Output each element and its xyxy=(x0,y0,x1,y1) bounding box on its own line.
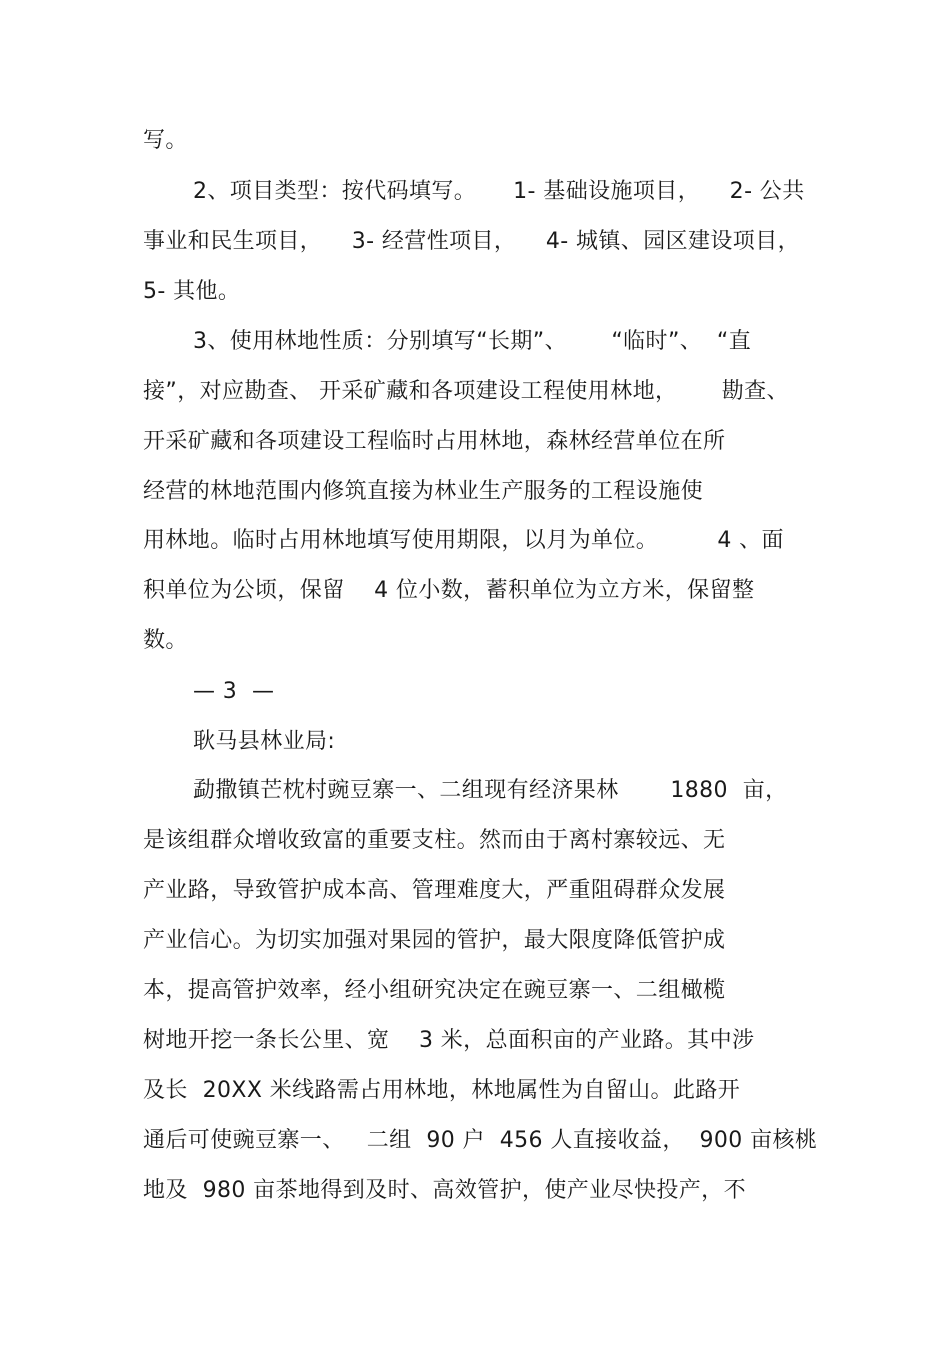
text-line: 5- 其他。 xyxy=(143,279,241,304)
text-line: 产业路，导致管护成本高、管理难度大，严重阻碍群众发展 xyxy=(143,878,726,903)
text-line: 3、使用林地性质：分别填写“长期”、 “临时”、 “直 xyxy=(193,329,752,354)
text-line: 写。 xyxy=(143,128,188,153)
text-line: 经营的林地范围内修筑直接为林业生产服务的工程设施使 xyxy=(143,479,704,504)
text-line: 产业信心。为切实加强对果园的管护，最大限度降低管护成 xyxy=(143,928,726,953)
text-line: 开采矿藏和各项建设工程临时占用林地，森林经营单位在所 xyxy=(143,429,726,454)
text-line: 是该组群众增收致富的重要支柱。然而由于离村寨较远、无 xyxy=(143,828,726,853)
text-line: 2、项目类型：按代码填写。 1- 基础设施项目， 2- 公共 xyxy=(193,179,805,204)
text-line: 数。 xyxy=(143,628,188,653)
text-line: 事业和民生项目， 3- 经营性项目， 4- 城镇、园区建设项目， xyxy=(143,229,801,254)
text-line: 本，提高管护效率，经小组研究决定在豌豆寨一、二组橄榄 xyxy=(143,978,726,1003)
text-line: 通后可使豌豆寨一、 二组 90 户 456 人直接收益， 900 亩核桃 xyxy=(143,1128,818,1153)
text-line: 及长 20XX 米线路需占用林地，林地属性为自留山。此路开 xyxy=(143,1078,741,1103)
text-line: 勐撒镇芒枕村豌豆寨一、二组现有经济果林 1880 亩， xyxy=(193,778,788,803)
text-line: 积单位为公顷，保留 4 位小数，蓄积单位为立方米，保留整 xyxy=(143,578,755,603)
text-line: 树地开挖一条长公里、宽 3 米，总面积亩的产业路。其中涉 xyxy=(143,1028,755,1053)
text-line: 接”，对应勘查、 开采矿藏和各项建设工程使用林地， 勘查、 xyxy=(143,379,789,404)
text-line: 用林地。临时占用林地填写使用期限，以月为单位。 4 、面 xyxy=(143,528,784,553)
text-line: 地及 980 亩茶地得到及时、高效管护，使产业尽快投产，不 xyxy=(143,1178,746,1203)
page-number: — 3 — xyxy=(193,679,275,704)
addressee-line: 耿马县林业局: xyxy=(193,729,336,754)
